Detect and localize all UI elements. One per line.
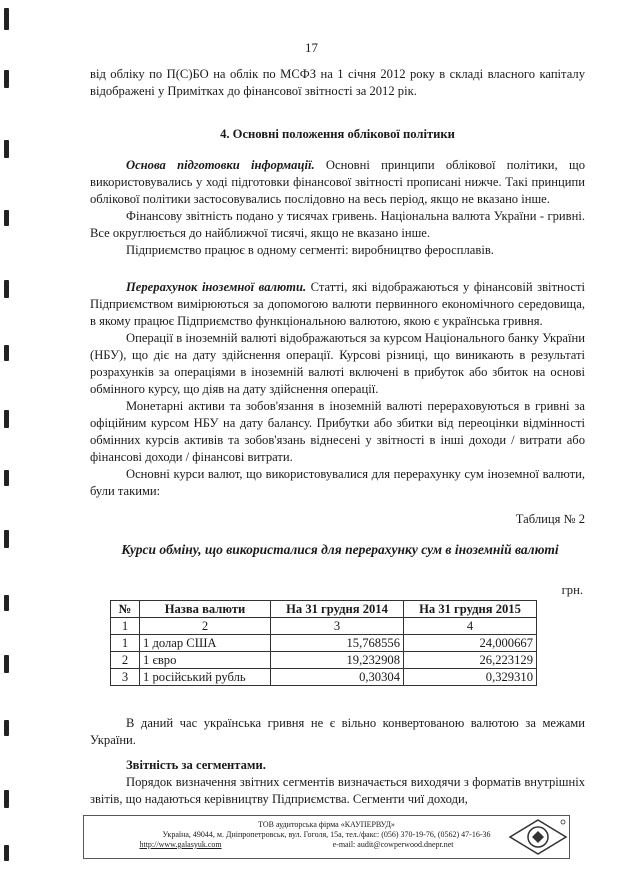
basis-paragraph <box>90 157 585 208</box>
segments-paragraph: Порядок визначення звітних сегментів визначається виходячи з форматів внутрішніх звітів, що надаються керівництву Підприємства. Сегменти чиї доходи, <box>90 775 585 806</box>
index-cell: 1 <box>111 618 140 635</box>
segments-title: Звітність за сегментами. <box>126 758 266 772</box>
exchange-rates-table <box>110 600 537 686</box>
fx-section <box>90 279 585 500</box>
index-cell: 4 <box>404 618 537 635</box>
index-cell: 2 <box>140 618 271 635</box>
table-row <box>111 635 537 652</box>
row-rate-2015: 0,329310 <box>404 669 537 686</box>
row-number: 3 <box>111 669 140 686</box>
fx-paragraph-3: Монетарні активи та зобов'язання в іноземній валюті перераховуються в гривні за офіційним курсом НБУ на дату балансу. Прибутки або збитки від переоцінки відмінності обмінних курсів активів та зобов'язань віднесені у звітності в інші доходи / витрати або фінансові доходи / фінансові витрати. <box>90 399 585 464</box>
table-header-row <box>111 601 537 618</box>
footer-address: Україна, 49044, м. Дніпропетровськ, вул. Гоголя, 15а, тел./факс: (056) 370-19-76, (0562) 47-16-36 <box>162 830 491 839</box>
table-row <box>111 652 537 669</box>
index-cell: 3 <box>271 618 404 635</box>
header-2015: На 31 грудня 2015 <box>404 601 537 618</box>
table-index-row <box>111 618 537 635</box>
footer-company: ТОВ аудиторська фірма «КАУПЕРВУД» <box>258 820 395 829</box>
row-currency: 1 російський рубль <box>140 669 271 686</box>
page-footer <box>83 815 570 859</box>
intro-text: від обліку по П(С)БО на облік по МСФЗ на 1 січня 2012 року в складі власного капіталу відображені у Примітках до фінансової звітності за 2012 рік. <box>90 67 585 98</box>
after-table-section <box>90 715 585 749</box>
basis-title: Основа підготовки інформації. <box>126 158 315 172</box>
fx-paragraph-4: Основні курси валют, що використовувалися для перерахунку сум іноземної валюти, були такими: <box>90 467 585 498</box>
basis-paragraph-3: Підприємство працює в одному сегменті: виробництво феросплавів. <box>126 243 494 257</box>
table-label: Таблиця № 2 <box>515 512 585 526</box>
segments-section <box>90 757 585 808</box>
row-number: 1 <box>111 635 140 652</box>
row-rate-2015: 24,000667 <box>404 635 537 652</box>
row-rate-2014: 0,30304 <box>271 669 404 686</box>
binding-strip <box>0 0 30 873</box>
company-logo-icon <box>508 818 568 856</box>
table-title: Курси обміну, що використалися для перерахунку сум в іноземній валюті <box>121 542 559 557</box>
row-rate-2014: 15,768556 <box>271 635 404 652</box>
footer-website-link[interactable]: http://www.galasyuk.com <box>139 840 222 849</box>
table-row <box>111 669 537 686</box>
basis-paragraph-2: Фінансову звітність подано у тисячах гривень. Національна валюта України - гривні. Все округлюється до найближчої тисячі, якщо не вказано інше. <box>90 209 585 240</box>
section-title: 4. Основні положення облікової політики <box>220 127 455 141</box>
fx-paragraph <box>90 279 585 330</box>
row-currency: 1 долар США <box>140 635 271 652</box>
header-2014: На 31 грудня 2014 <box>271 601 404 618</box>
header-number: № <box>111 601 140 618</box>
row-number: 2 <box>111 652 140 669</box>
after-table-paragraph: В даний час українська гривня не є вільно конвертованою валютою за межами України. <box>90 716 585 747</box>
row-rate-2015: 26,223129 <box>404 652 537 669</box>
footer-email: e-mail: audit@cowperwood.dnepr.net <box>332 840 454 849</box>
fx-title: Перерахунок іноземної валюти. <box>126 280 307 294</box>
footer-links <box>84 840 569 850</box>
header-currency: Назва валюти <box>140 601 271 618</box>
page-number: 17 <box>305 40 318 55</box>
fx-paragraph-2: Операції в іноземній валюті відображаються за курсом Національного банку України (НБУ), що діє на дату здійснення операції. Курсові різниці, що виникають в результаті розрахунків за операціями в іноземній валюті включені в прибуток або збиток на основі обмінного курсу, що діяв на дату здійснення операції. <box>90 331 585 396</box>
row-currency: 1 євро <box>140 652 271 669</box>
intro-paragraph <box>90 66 585 100</box>
table-unit: грн. <box>561 583 583 597</box>
basis-section <box>90 157 585 259</box>
row-rate-2014: 19,232908 <box>271 652 404 669</box>
basis-text: Основні принципи облікової політики, що використовувались у ході підготовки фінансової звітності прописані нижче. Такі принципи облікової політики застосовувались послідовно на весь період, якщо не вказано інше. <box>90 158 585 206</box>
fx-text: Статті, які відображаються у фінансовій звітності Підприємством вимірюються за допомогою валюти первинного економічного середовища, в якому працює Підприємство функціональною валютою, якою є українська гривня. <box>90 280 585 328</box>
